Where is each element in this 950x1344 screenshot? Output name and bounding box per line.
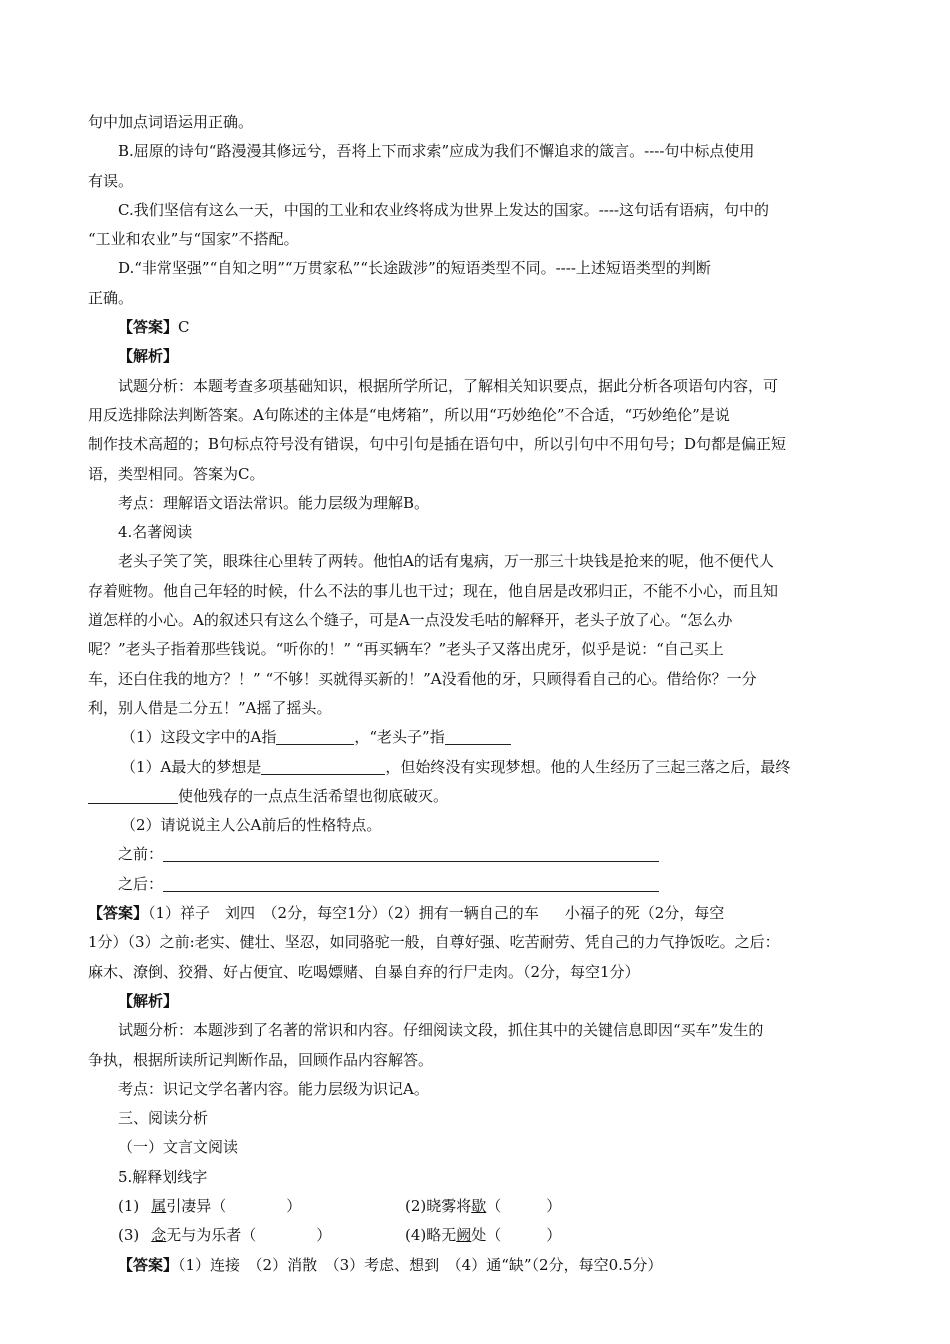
answer-text: 麻木、潦倒、狡猾、好占便宜、吃喝嫖赌、自暴自弃的行尸走肉。（2分，每空1分） — [88, 962, 640, 981]
text-line: 句中加点词语运用正确。 — [88, 113, 254, 131]
subsection-heading: （一）文言文阅读 — [118, 1138, 239, 1157]
answer-blank — [445, 728, 511, 745]
question-text: ，但始终没有实现梦想。他的人生经历了三起三落之后，最终 — [385, 757, 791, 776]
section-heading: 三、阅读分析 — [118, 1109, 209, 1128]
field-label: 之后： — [118, 874, 164, 893]
question-line — [88, 782, 868, 811]
analysis-heading: 【解析】 — [118, 991, 179, 1010]
analysis-text: 语，类型相同。答案为C。 — [88, 464, 265, 483]
passage-text: 存着赃物。他自己年轻的时候，什么不法的事儿也干过；现在，他自居是改邪归正，不能不小心，而且知 — [88, 581, 779, 600]
vocab-row — [88, 1192, 868, 1221]
question-line — [88, 753, 868, 782]
text-line: 有误。 — [88, 171, 134, 190]
vocab-item-4: (4)略无阙处（ ） — [405, 1226, 562, 1245]
question-text: ，“老头子”指 — [354, 728, 445, 747]
text-line: “工业和农业”与“国家”不搭配。 — [88, 230, 299, 249]
question-line — [88, 723, 868, 752]
answer-blank — [276, 728, 354, 745]
vocab-item-3: (3) 念无与为乐者（ ） — [118, 1226, 332, 1245]
passage-text: 呢？”老头子指着那些钱说。“听你的！” “再买辆车？”老头子又落出虎牙，似乎是说：“自己买上 — [88, 640, 724, 659]
passage-text: 老头子笑了笑，眼珠往心里转了两转。他怕A的话有鬼病，万一那三十块钱是抢来的呢，他不便代人 — [118, 552, 774, 571]
analysis-heading: 【解析】 — [118, 347, 179, 366]
answer-blank — [163, 875, 659, 892]
vocab-item-2: (2)晓雾将歇（ ） — [405, 1196, 562, 1215]
vocab-item-1: (1) 属引凄异（ ） — [118, 1196, 302, 1215]
option-d: D.“非常坚强”“自知之明”“万贯家私”“长途跋涉”的短语类型不同。----上述短语类型的判断 — [118, 259, 711, 278]
question-title: 5.解释划线字 — [118, 1167, 208, 1186]
answer-text: 1分）（3）之前:老实、健壮、坚忍，如同骆驼一般，自尊好强、吃苦耐劳、凭自己的力气挣饭吃。之后： — [88, 933, 780, 952]
answer-value: （1）祥子 刘四 （2分，每空1分）（2）拥有一辆自己的车 — [148, 904, 539, 923]
analysis-text: 试题分析：本题考查多项基础知识，根据所学所记，了解相关知识要点，据此分析各项语句内容，可 — [118, 376, 779, 395]
answer-value: （1）连接 （2）消散 （3）考虑、想到 （4）通“缺”（2分，每空0.5分） — [178, 1255, 663, 1274]
answer-value: 小福子的死（2分，每空 — [564, 904, 725, 923]
document-body — [88, 108, 868, 1280]
answer-line — [88, 1251, 868, 1280]
answer-field-after — [88, 870, 868, 899]
answer-label: 【答案】 — [118, 318, 179, 337]
question-line: （2）请说说主人公A前后的性格特点。 — [121, 816, 382, 835]
question-text: （1）这段文字中的A指 — [121, 728, 277, 747]
analysis-text: 试题分析：本题涉到了名著的常识和内容。仔细阅读文段，抓住其中的关键信息即因“买车”发生的 — [118, 1021, 764, 1040]
section-heading: 4.名著阅读 — [118, 523, 193, 542]
answer-value: C — [178, 318, 190, 337]
answer-label: 【答案】 — [88, 904, 149, 923]
passage-text: 道怎样的小心。A的叙述只有这么个缝子，可是A一点没发毛咕的解释开，老头子放了心。“怎么办 — [88, 611, 733, 630]
test-point: 考点：识记文学名著内容。能力层级为识记A。 — [118, 1079, 429, 1098]
passage-text: 利，别人借是二分五！”A摇了摇头。 — [88, 698, 332, 717]
passage-text: 车，还白住我的地方？！” “不够！买就得买新的！”A没看他的牙，只顾得看自己的心。借给你？一分 — [88, 669, 757, 688]
test-point: 考点：理解语文语法常识。能力层级为理解B。 — [118, 493, 430, 512]
analysis-text: 用反选排除法判断答案。A句陈述的主体是“电烤箱”，所以用“巧妙绝伦”不合适，“巧妙绝伦”是说 — [88, 405, 730, 424]
option-c: C.我们坚信有这么一天，中国的工业和农业终将成为世界上发达的国家。----这句话有语病，句中的 — [118, 200, 769, 219]
answer-blank — [163, 845, 659, 862]
option-b: B.屈原的诗句“路漫漫其修远兮，吾将上下而求索”应成为我们不懈追求的箴言。----句中标点使用 — [118, 142, 755, 161]
field-label: 之前： — [118, 845, 164, 864]
text-line: 正确。 — [88, 288, 134, 307]
answer-line — [88, 899, 868, 928]
answer-line — [88, 313, 868, 342]
answer-blank — [88, 787, 178, 804]
vocab-row — [88, 1221, 868, 1250]
question-text: （1）A最大的梦想是 — [121, 757, 262, 776]
answer-field-before — [88, 840, 868, 869]
answer-blank — [261, 758, 385, 775]
analysis-text: 制作技术高超的；B句标点符号没有错误，句中引句是插在语句中，所以引句中不用句号；D句都是偏正短 — [88, 435, 787, 454]
analysis-text: 争执，根据所读所记判断作品，回顾作品内容解答。 — [88, 1050, 434, 1069]
question-text: 使他残存的一点点生活希望也彻底破灭。 — [178, 786, 449, 805]
answer-label: 【答案】 — [118, 1255, 179, 1274]
